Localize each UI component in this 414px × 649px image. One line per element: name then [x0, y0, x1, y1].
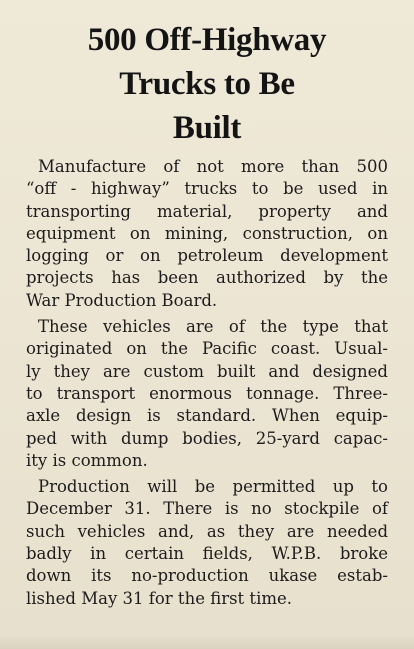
text-line: to transport enormous tonnage. Three-: [26, 383, 388, 403]
text-line: badly in certain fields, W.P.B. broke: [26, 544, 388, 564]
text-line: These vehicles are of the type that: [38, 317, 388, 337]
article-body: [26, 156, 388, 610]
text-line: transporting material, property and: [26, 201, 388, 221]
text-line: originated on the Pacific coast. Usual-: [26, 339, 388, 359]
text-line: ped with dump bodies, 25-yard capac-: [26, 428, 388, 448]
text-line: down its no-production ukase estab-: [26, 566, 388, 586]
text-line: War Production Board.: [26, 290, 218, 310]
text-line: such vehicles and, as they are needed: [26, 521, 388, 541]
paragraph: [26, 476, 388, 610]
text-line: lished May 31 for the first time.: [26, 588, 292, 608]
headline-line: Built: [172, 110, 242, 146]
text-line: Manufacture of not more than 500: [38, 157, 388, 176]
text-line: December 31. There is no stockpile of: [26, 499, 388, 519]
text-line: “off - highway” trucks to be used in: [26, 179, 388, 199]
headline-line: Trucks to Be: [119, 66, 295, 102]
paragraph: [26, 156, 388, 312]
text-line: ity is common.: [26, 450, 148, 470]
text-line: projects has been authorized by the: [26, 268, 388, 288]
text-line: equipment on mining, construction, on: [26, 223, 388, 243]
headline: [26, 18, 388, 150]
text-line: logging or on petroleum development: [26, 246, 388, 266]
text-line: ly they are custom built and designed: [26, 361, 388, 381]
page-edge-shadow: [0, 635, 414, 649]
text-line: axle design is standard. When equip-: [26, 406, 388, 426]
headline-line: 500 Off-Highway: [87, 22, 327, 58]
paragraph: [26, 316, 388, 472]
text-line: Production will be permitted up to: [38, 477, 388, 497]
